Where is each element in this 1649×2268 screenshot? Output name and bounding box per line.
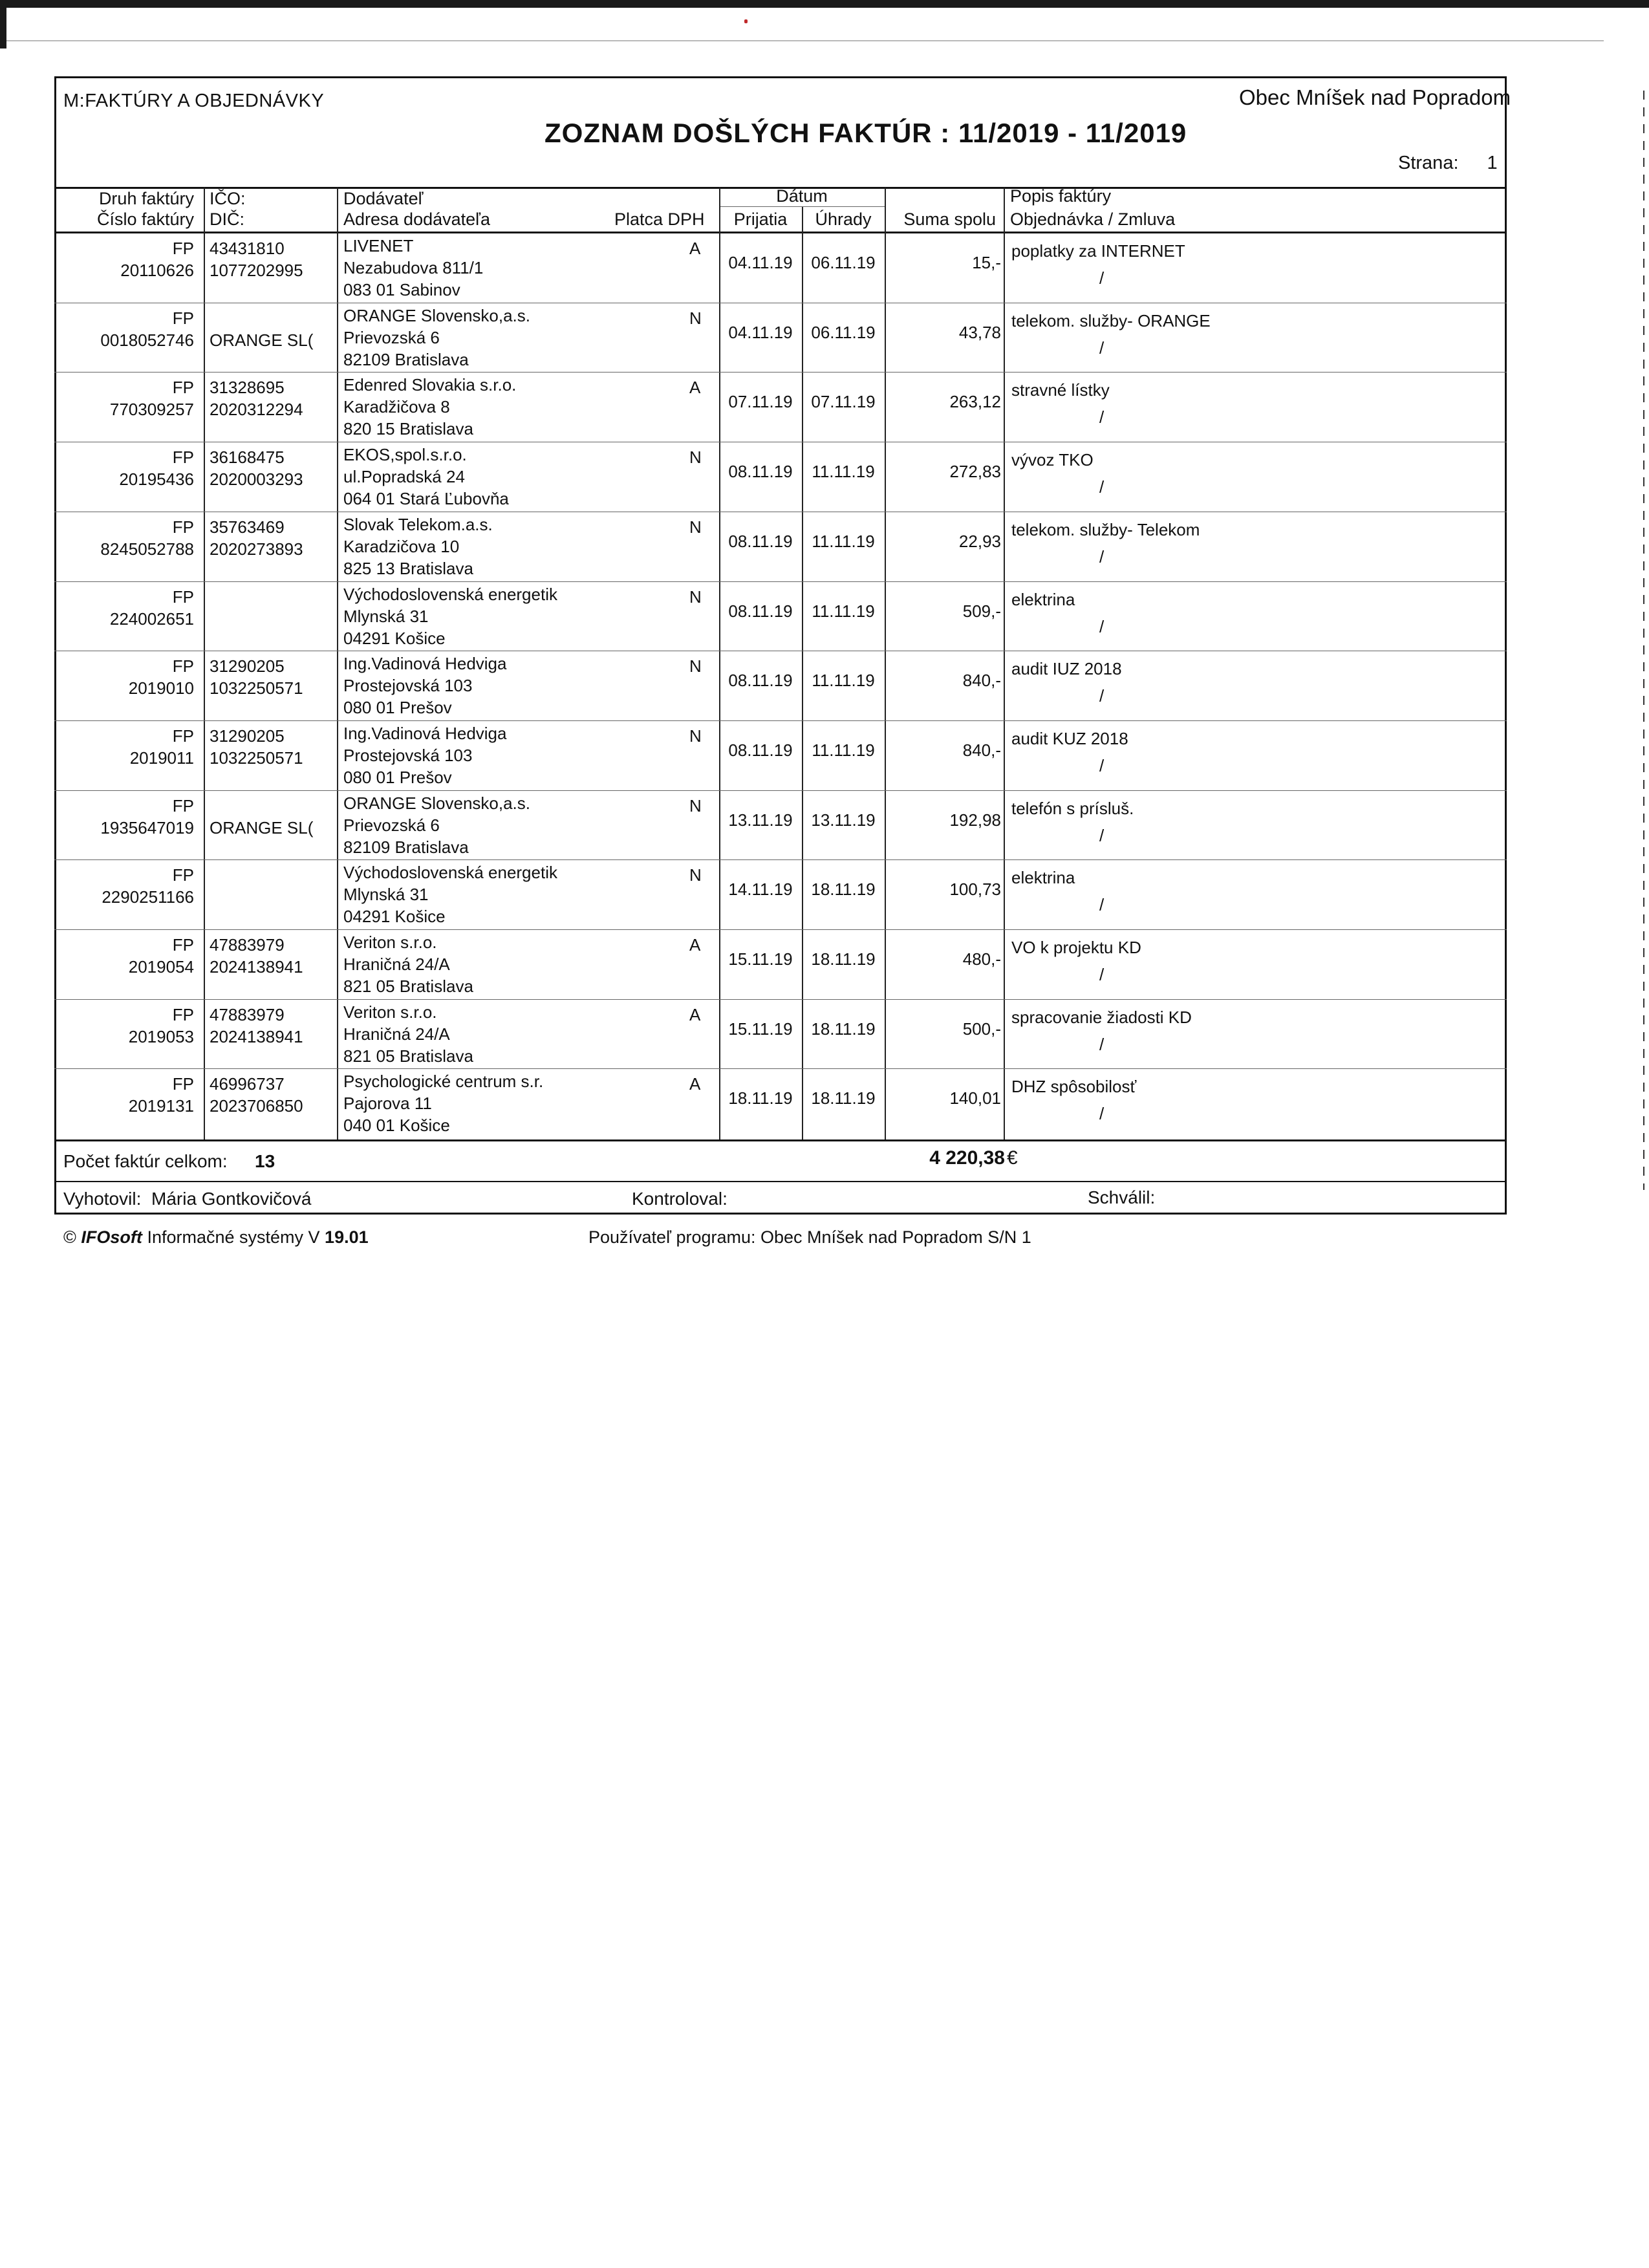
- date-paid: 13.11.19: [811, 810, 876, 830]
- program-user: Používateľ programu: Obec Mníšek nad Popradom S/N 1: [588, 1227, 1031, 1247]
- row-divider: [54, 1068, 1507, 1069]
- date-paid: 18.11.19: [811, 1019, 876, 1039]
- supplier-city: 825 13 Bratislava: [343, 558, 473, 578]
- scan-top-border: [0, 0, 1649, 8]
- order-contract: /: [1099, 616, 1105, 636]
- invoice-type: FP: [172, 587, 194, 607]
- supplier-ico: 31290205: [210, 726, 285, 746]
- supplier-ico: 31290205: [210, 656, 285, 676]
- supplier-dic: ORANGE SL(: [210, 330, 314, 350]
- supplier-street: Karadzičova 10: [343, 536, 460, 556]
- supplier-name: Edenred Slovakia s.r.o.: [343, 375, 517, 395]
- col-ico: IČO:: [210, 189, 246, 208]
- supplier-city: 820 15 Bratislava: [343, 419, 473, 439]
- order-contract: /: [1099, 338, 1105, 358]
- page-value: 1: [1487, 153, 1498, 173]
- col-popis: Popis faktúry: [1010, 186, 1112, 206]
- row-divider: [54, 720, 1507, 721]
- col-platca: Platca DPH: [614, 210, 705, 229]
- col-datum: Dátum: [776, 186, 828, 206]
- supplier-name: ORANGE Slovensko,a.s.: [343, 793, 530, 813]
- supplier-street: Hraničná 24/A: [343, 1024, 450, 1044]
- supplier-street: Karadžičova 8: [343, 397, 450, 417]
- module-name: M:FAKTÚRY A OBJEDNÁVKY: [63, 91, 325, 111]
- supplier-name: EKOS,spol.s.r.o.: [343, 445, 467, 465]
- invoice-description: vývoz TKO: [1011, 450, 1094, 470]
- invoice-type: FP: [172, 308, 194, 328]
- supplier-street: Prievozská 6: [343, 327, 440, 347]
- date-received: 15.11.19: [728, 949, 793, 969]
- order-contract: /: [1099, 268, 1105, 288]
- supplier-dic: 2023706850: [210, 1096, 303, 1116]
- invoice-number: 224002651: [109, 609, 194, 629]
- row-divider: [54, 999, 1507, 1000]
- vat-payer: A: [689, 378, 701, 398]
- software-footer: [63, 1227, 369, 1247]
- scan-edge-line: [6, 40, 1604, 41]
- order-contract: /: [1099, 477, 1105, 497]
- supplier-name: LIVENET: [343, 236, 414, 255]
- invoice-type: FP: [172, 239, 194, 258]
- copyright-mark: ©: [63, 1227, 76, 1247]
- order-contract: /: [1099, 825, 1105, 845]
- supplier-name: Ing.Vadinová Hedviga: [343, 723, 507, 743]
- amount-total: 100,73: [949, 880, 1001, 900]
- date-received: 08.11.19: [728, 531, 793, 551]
- page-label: Strana:: [1398, 153, 1459, 173]
- supplier-dic: 2024138941: [210, 957, 303, 977]
- software-product: Informačné systémy V: [147, 1227, 320, 1247]
- supplier-street: ul.Popradská 24: [343, 467, 465, 487]
- row-divider: [54, 790, 1507, 791]
- date-paid: 06.11.19: [811, 253, 876, 272]
- supplier-street: Prostejovská 103: [343, 676, 473, 696]
- date-received: 04.11.19: [728, 322, 793, 342]
- supplier-city: 821 05 Bratislava: [343, 1046, 473, 1066]
- invoice-type: FP: [172, 448, 194, 468]
- order-contract: /: [1099, 1034, 1105, 1054]
- date-paid: 11.11.19: [812, 462, 875, 482]
- issued-name: Mária Gontkovičová: [151, 1189, 312, 1209]
- order-contract: /: [1099, 407, 1105, 427]
- supplier-street: Pajorova 11: [343, 1094, 432, 1114]
- invoice-description: elektrina: [1011, 868, 1075, 888]
- amount-total: 15,-: [972, 253, 1001, 272]
- supplier-name: Východoslovenská energetik: [343, 584, 557, 604]
- date-received: 13.11.19: [728, 810, 793, 830]
- invoice-description: VO k projektu KD: [1011, 938, 1141, 957]
- date-paid: 11.11.19: [812, 531, 875, 551]
- supplier-dic: 2020003293: [210, 470, 303, 490]
- scan-left-border: [0, 0, 6, 49]
- approved-label: Schválil:: [1088, 1187, 1156, 1207]
- date-paid: 11.11.19: [812, 601, 875, 621]
- invoice-number: 20110626: [120, 261, 194, 280]
- col-sep-1: [204, 188, 205, 1139]
- supplier-street: Mlynská 31: [343, 606, 429, 626]
- row-divider: [54, 372, 1507, 373]
- date-paid: 07.11.19: [811, 392, 876, 412]
- supplier-name: ORANGE Slovensko,a.s.: [343, 305, 530, 325]
- invoice-description: stravné lístky: [1011, 380, 1110, 400]
- supplier-street: Nezabudova 811/1: [343, 258, 484, 277]
- date-received: 08.11.19: [728, 671, 793, 691]
- date-received: 04.11.19: [728, 253, 793, 272]
- date-received: 18.11.19: [728, 1088, 793, 1108]
- supplier-city: 040 01 Košice: [343, 1116, 450, 1136]
- sum-currency: €: [1007, 1147, 1018, 1169]
- invoice-number: 0018052746: [100, 330, 194, 350]
- supplier-ico: 35763469: [210, 517, 285, 537]
- invoice-type: FP: [172, 865, 194, 885]
- supplier-name: Veriton s.r.o.: [343, 1002, 437, 1022]
- sum-value: 4 220,38: [929, 1147, 1005, 1169]
- col-cislo: Číslo faktúry: [96, 210, 194, 229]
- scan-mark: [744, 19, 748, 23]
- invoice-type: FP: [172, 726, 194, 746]
- invoice-number: 770309257: [109, 400, 194, 420]
- date-received: 08.11.19: [728, 462, 793, 482]
- vat-payer: N: [689, 795, 702, 815]
- supplier-dic: 1077202995: [210, 261, 303, 280]
- amount-total: 500,-: [962, 1019, 1001, 1039]
- date-paid: 11.11.19: [812, 671, 875, 691]
- col-sep-6: [1004, 188, 1005, 1139]
- invoice-type: FP: [172, 935, 194, 955]
- amount-total: 263,12: [949, 392, 1001, 412]
- invoice-number: 2290251166: [102, 887, 194, 907]
- supplier-dic: 2020312294: [210, 400, 303, 420]
- invoice-number: 8245052788: [100, 539, 194, 559]
- supplier-dic: 1032250571: [210, 678, 303, 698]
- supplier-ico: 47883979: [210, 935, 285, 955]
- vat-payer: N: [689, 726, 702, 746]
- date-paid: 18.11.19: [811, 880, 876, 900]
- col-objednavka: Objednávka / Zmluva: [1010, 210, 1176, 229]
- vat-payer: N: [689, 865, 702, 885]
- issued-label: Vyhotovil:: [63, 1189, 142, 1209]
- totals-bottom-rule: [54, 1181, 1507, 1182]
- checked-label: Kontroloval:: [632, 1189, 727, 1209]
- header-bottom-rule: [54, 232, 1507, 233]
- amount-total: 43,78: [958, 322, 1001, 342]
- invoice-type: FP: [172, 517, 194, 537]
- supplier-city: 82109 Bratislava: [343, 837, 469, 857]
- supplier-ico: 46996737: [210, 1074, 285, 1094]
- amount-total: 509,-: [962, 601, 1001, 621]
- col-prijatia: Prijatia: [733, 210, 788, 229]
- invoice-description: spracovanie žiadosti KD: [1011, 1007, 1192, 1027]
- date-received: 15.11.19: [728, 1019, 793, 1039]
- supplier-city: 080 01 Prešov: [343, 767, 452, 787]
- order-contract: /: [1099, 546, 1105, 567]
- invoice-description: telefón s prísluš.: [1011, 798, 1134, 818]
- software-version: 19.01: [325, 1227, 369, 1247]
- col-adresa: Adresa dodávateľa: [343, 210, 491, 229]
- row-divider: [54, 859, 1507, 860]
- vat-payer: N: [689, 517, 702, 537]
- order-contract: /: [1099, 755, 1105, 775]
- amount-total: 22,93: [958, 531, 1001, 551]
- order-contract: /: [1099, 895, 1105, 915]
- supplier-dic: 1032250571: [210, 748, 303, 768]
- invoice-type: FP: [172, 656, 194, 676]
- supplier-name: Slovak Telekom.a.s.: [343, 514, 493, 534]
- order-contract: /: [1099, 686, 1105, 706]
- col-druh: Druh faktúry: [98, 189, 194, 208]
- page-number: [1398, 153, 1498, 174]
- supplier-city: 064 01 Stará Ľubovňa: [343, 489, 509, 509]
- invoice-description: audit IUZ 2018: [1011, 659, 1122, 679]
- invoice-type: FP: [172, 378, 194, 398]
- supplier-city: 04291 Košice: [343, 628, 446, 648]
- invoice-number: 2019053: [128, 1026, 194, 1046]
- software-brand: IFOsoft: [81, 1227, 142, 1247]
- date-received: 08.11.19: [728, 740, 793, 760]
- amount-total: 840,-: [962, 671, 1001, 691]
- supplier-name: Psychologické centrum s.r.: [343, 1072, 544, 1092]
- date-paid: 18.11.19: [811, 949, 876, 969]
- supplier-ico: 31328695: [210, 378, 285, 398]
- invoice-number: 2019010: [128, 678, 194, 698]
- invoice-description: elektrina: [1011, 589, 1075, 609]
- invoice-description: telekom. služby- ORANGE: [1011, 310, 1211, 330]
- totals-top-rule: [54, 1139, 1507, 1141]
- supplier-city: 821 05 Bratislava: [343, 977, 473, 996]
- invoice-description: telekom. služby- Telekom: [1011, 519, 1200, 539]
- invoice-description: DHZ spôsobilosť: [1011, 1077, 1137, 1097]
- invoice-number: 2019131: [128, 1096, 194, 1116]
- date-paid: 18.11.19: [811, 1088, 876, 1108]
- col-sep-2: [337, 188, 338, 1139]
- supplier-city: 82109 Bratislava: [343, 349, 469, 369]
- date-received: 08.11.19: [728, 601, 793, 621]
- date-received: 14.11.19: [728, 880, 793, 900]
- supplier-city: 080 01 Prešov: [343, 698, 452, 718]
- amount-total: 480,-: [962, 949, 1001, 969]
- supplier-street: Prostejovská 103: [343, 745, 473, 765]
- col-uhrady: Úhrady: [815, 210, 872, 229]
- order-contract: /: [1099, 1104, 1105, 1124]
- count-value: 13: [255, 1151, 275, 1171]
- supplier-dic: 2020273893: [210, 539, 303, 559]
- amount-total: 272,83: [949, 462, 1001, 482]
- report-title: ZOZNAM DOŠLÝCH FAKTÚR : 11/2019 - 11/2019: [544, 118, 1187, 148]
- supplier-ico: 43431810: [210, 239, 285, 258]
- supplier-dic: ORANGE SL(: [210, 817, 314, 837]
- row-divider: [54, 581, 1507, 582]
- vat-payer: A: [689, 1074, 701, 1094]
- date-paid: 06.11.19: [811, 322, 876, 342]
- supplier-street: Prievozská 6: [343, 815, 440, 835]
- col-dic: DIČ:: [210, 210, 244, 229]
- invoice-description: poplatky za INTERNET: [1011, 241, 1185, 261]
- supplier-name: Veriton s.r.o.: [343, 933, 437, 952]
- invoice-number: 2019054: [128, 957, 194, 977]
- date-received: 07.11.19: [728, 392, 793, 412]
- count-label: Počet faktúr celkom:: [63, 1151, 228, 1171]
- invoice-type: FP: [172, 1074, 194, 1094]
- vat-payer: A: [689, 935, 701, 955]
- vat-payer: N: [689, 587, 702, 607]
- vat-payer: N: [689, 448, 702, 468]
- supplier-city: 04291 Košice: [343, 907, 446, 927]
- amount-total: 140,01: [949, 1088, 1001, 1108]
- vat-payer: N: [689, 656, 702, 676]
- supplier-street: Hraničná 24/A: [343, 955, 450, 974]
- col-suma: Suma spolu: [903, 210, 996, 229]
- invoice-type: FP: [172, 1004, 194, 1024]
- amount-total: 192,98: [949, 810, 1001, 830]
- order-contract: /: [1099, 965, 1105, 984]
- supplier-name: Ing.Vadinová Hedviga: [343, 654, 507, 674]
- vat-payer: A: [689, 239, 701, 258]
- row-divider: [54, 929, 1507, 930]
- supplier-ico: 47883979: [210, 1004, 285, 1024]
- supplier-name: Východoslovenská energetik: [343, 863, 557, 883]
- supplier-ico: 36168475: [210, 448, 285, 468]
- invoice-number: 2019011: [129, 748, 194, 768]
- invoice-number: 20195436: [119, 470, 194, 490]
- supplier-street: Mlynská 31: [343, 885, 429, 905]
- invoice-type: FP: [172, 795, 194, 815]
- invoice-description: audit KUZ 2018: [1011, 728, 1128, 748]
- vat-payer: A: [689, 1004, 701, 1024]
- supplier-dic: 2024138941: [210, 1026, 303, 1046]
- amount-total: 840,-: [962, 740, 1001, 760]
- invoice-number: 1935647019: [100, 817, 194, 837]
- organization-name: Obec Mníšek nad Popradom: [1239, 85, 1511, 109]
- date-paid: 11.11.19: [812, 740, 875, 760]
- col-dodavatel: Dodávateľ: [343, 189, 424, 208]
- scan-right-dashes: [1643, 91, 1644, 1190]
- vat-payer: N: [689, 308, 702, 328]
- supplier-city: 083 01 Sabinov: [343, 280, 460, 299]
